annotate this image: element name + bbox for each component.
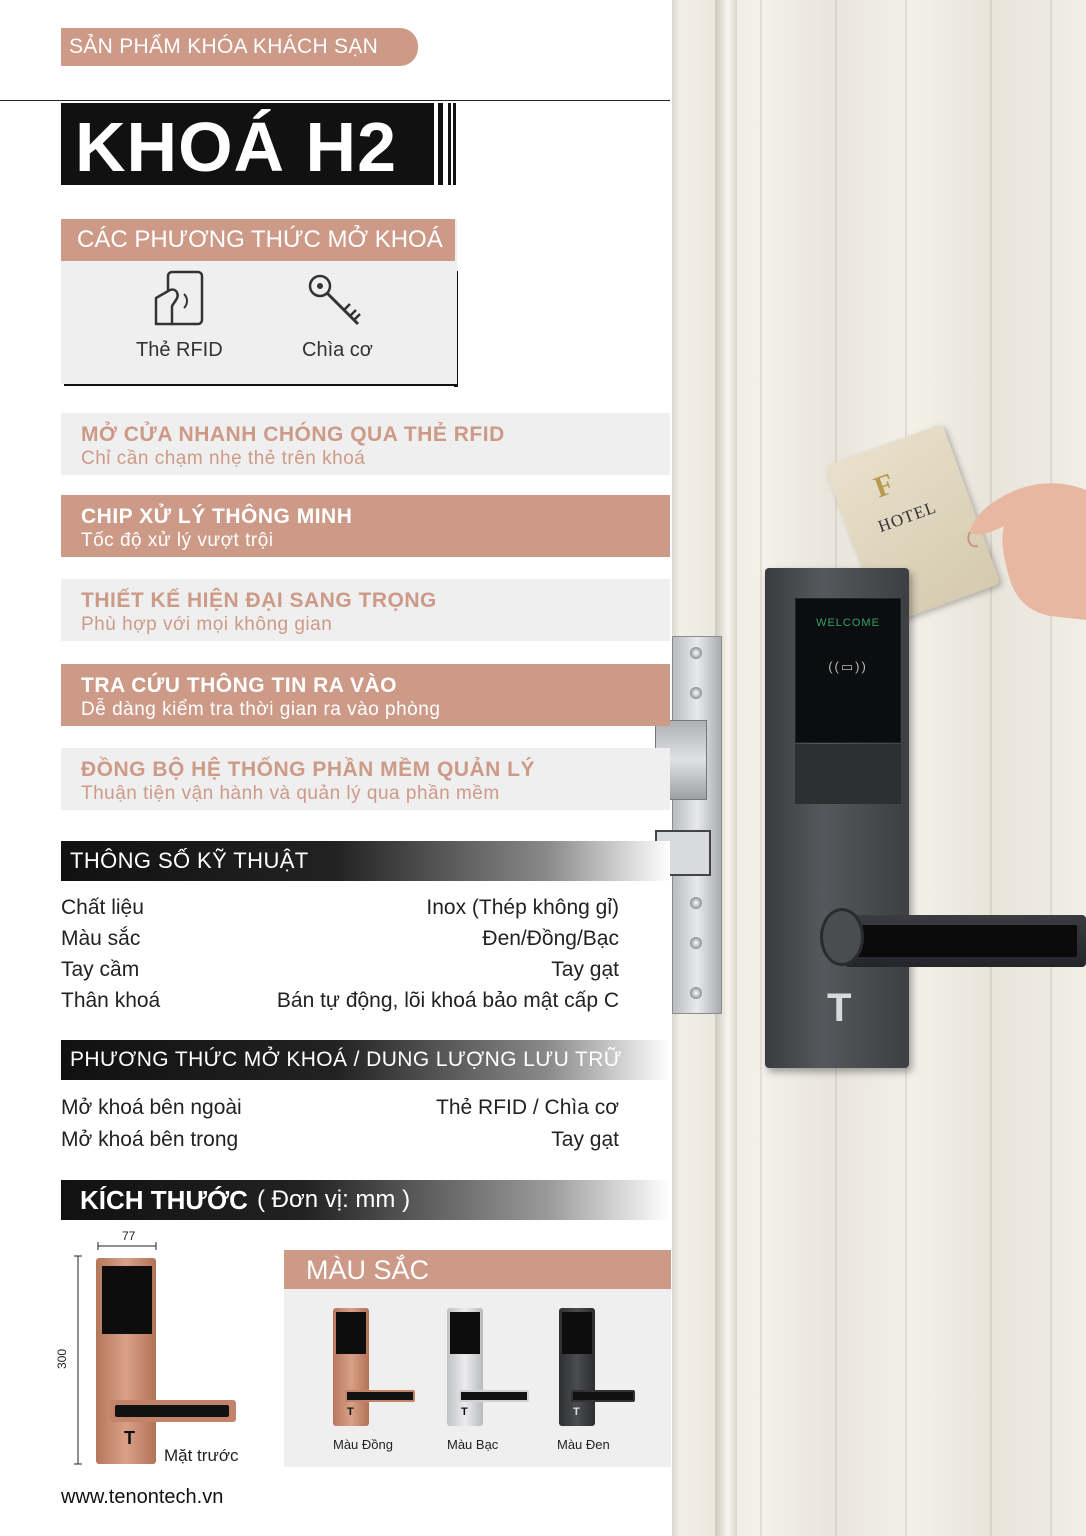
spec-value: Bán tự động, lõi khoá bảo mật cấp C xyxy=(276,989,619,1012)
title-stripe xyxy=(453,103,456,185)
feature-item xyxy=(61,664,670,726)
swatch-silver-handle xyxy=(459,1390,529,1402)
feature-subtitle: Phù hợp với mọi không gian xyxy=(81,614,333,635)
method-label-rfid: Thẻ RFID xyxy=(136,339,223,361)
specs-heading: THÔNG SỐ KỸ THUẬT xyxy=(70,848,309,873)
feature-subtitle: Dễ dàng kiểm tra thời gian ra vào phòng xyxy=(81,699,441,720)
spec-row xyxy=(61,924,619,954)
feature-item xyxy=(61,413,670,475)
front-view-lock xyxy=(96,1258,156,1464)
spec-key: Màu sắc xyxy=(61,927,141,950)
unlock-storage-heading-bar xyxy=(61,1040,670,1080)
key-icon xyxy=(306,272,366,330)
lock-handle xyxy=(845,915,1086,967)
dimensions-unit: ( Đơn vị: mm ) xyxy=(257,1186,411,1213)
feature-title: THIẾT KẾ HIỆN ĐẠI SANG TRỌNG xyxy=(81,589,437,612)
dimensions-heading: KÍCH THƯỚC xyxy=(80,1185,248,1215)
card-logo-icon: F xyxy=(869,467,899,505)
unlock-storage-heading: PHƯƠNG THỨC MỞ KHOÁ / DUNG LƯỢNG LƯU TRỮ xyxy=(70,1048,623,1071)
website-link[interactable]: www.tenontech.vn xyxy=(61,1486,224,1508)
feature-subtitle: Chỉ cần chạm nhẹ thẻ trên khoá xyxy=(81,448,366,469)
spec-row xyxy=(61,1093,619,1123)
lock-welcome-text: WELCOME xyxy=(816,617,880,629)
dimension-width: 77 xyxy=(122,1229,136,1243)
card-text: HOTEL xyxy=(875,497,940,537)
spec-value: Inox (Thép không gỉ) xyxy=(426,896,619,919)
page-title: KHOÁ H2 xyxy=(75,108,398,186)
swatch-label-silver: Màu Bạc xyxy=(447,1437,499,1452)
lock-screen xyxy=(795,598,901,743)
feature-subtitle: Thuận tiện vận hành và quản lý qua phần mềm xyxy=(81,783,500,804)
spec-value: Tay gạt xyxy=(551,1128,619,1151)
handle-rose xyxy=(820,908,864,966)
door-grain xyxy=(990,0,992,1536)
spec-row xyxy=(61,986,619,1016)
spec-row xyxy=(61,893,619,923)
feature-title: TRA CỨU THÔNG TIN RA VÀO xyxy=(81,674,398,697)
brand-t-icon: T xyxy=(827,986,852,1030)
spec-row xyxy=(61,955,619,985)
spec-key: Mở khoá bên ngoài xyxy=(61,1096,242,1119)
feature-title: MỞ CỬA NHANH CHÓNG QUA THẺ RFID xyxy=(81,423,505,446)
front-view-label: Mặt trước xyxy=(164,1446,239,1465)
swatch-black-lock: T xyxy=(559,1308,595,1426)
spec-key: Chất liệu xyxy=(61,896,144,919)
feature-item xyxy=(61,579,670,641)
hand-icon xyxy=(960,470,1086,620)
category-label: SẢN PHẨM KHÓA KHÁCH SẠN xyxy=(61,28,418,66)
lock-screen xyxy=(102,1266,152,1334)
spec-key: Thân khoá xyxy=(61,989,161,1012)
feature-subtitle: Tốc độ xử lý vượt trội xyxy=(81,530,274,551)
spec-key: Tay cầm xyxy=(61,958,140,981)
dimensions-heading-bar xyxy=(61,1180,670,1220)
spec-value: Tay gạt xyxy=(551,958,619,981)
dimension-height: 300 xyxy=(55,1348,70,1370)
front-view-handle xyxy=(110,1400,236,1422)
divider xyxy=(0,100,670,101)
brand-t-icon: T xyxy=(124,1428,135,1448)
spec-key: Mở khoá bên trong xyxy=(61,1128,239,1151)
feature-item xyxy=(61,748,670,810)
door-grain xyxy=(1050,0,1052,1536)
door-grain xyxy=(760,0,762,1536)
title-stripe xyxy=(438,103,443,185)
feature-title: CHIP XỬ LÝ THÔNG MINH xyxy=(81,505,353,528)
rfid-card-icon xyxy=(150,268,208,330)
swatch-copper-lock: T xyxy=(333,1308,369,1426)
feature-item xyxy=(61,495,670,557)
spec-value: Đen/Đồng/Bạc xyxy=(482,927,619,950)
colors-heading: MÀU SẮC xyxy=(284,1250,671,1289)
swatch-silver-lock: T xyxy=(447,1308,483,1426)
lock-faceplate xyxy=(672,636,722,1014)
unlock-methods-heading: CÁC PHƯƠNG THỨC MỞ KHOÁ xyxy=(61,219,455,261)
swatch-copper-handle xyxy=(345,1390,415,1402)
feature-title: ĐỒNG BỘ HỆ THỐNG PHẦN MỀM QUẢN LÝ xyxy=(81,758,536,781)
lock-body xyxy=(765,568,909,1068)
swatch-label-copper: Màu Đồng xyxy=(333,1437,393,1452)
spec-row xyxy=(61,1125,619,1155)
rfid-wave-icon: ((▭)) xyxy=(828,659,868,674)
specs-heading-bar xyxy=(61,841,670,881)
swatch-black-handle xyxy=(571,1390,635,1402)
method-label-key: Chìa cơ xyxy=(302,339,373,361)
lock-lower-panel xyxy=(795,744,901,804)
swatch-label-black: Màu Đen xyxy=(557,1437,610,1452)
spec-value: Thẻ RFID / Chìa cơ xyxy=(436,1096,619,1119)
title-stripe xyxy=(448,103,451,185)
